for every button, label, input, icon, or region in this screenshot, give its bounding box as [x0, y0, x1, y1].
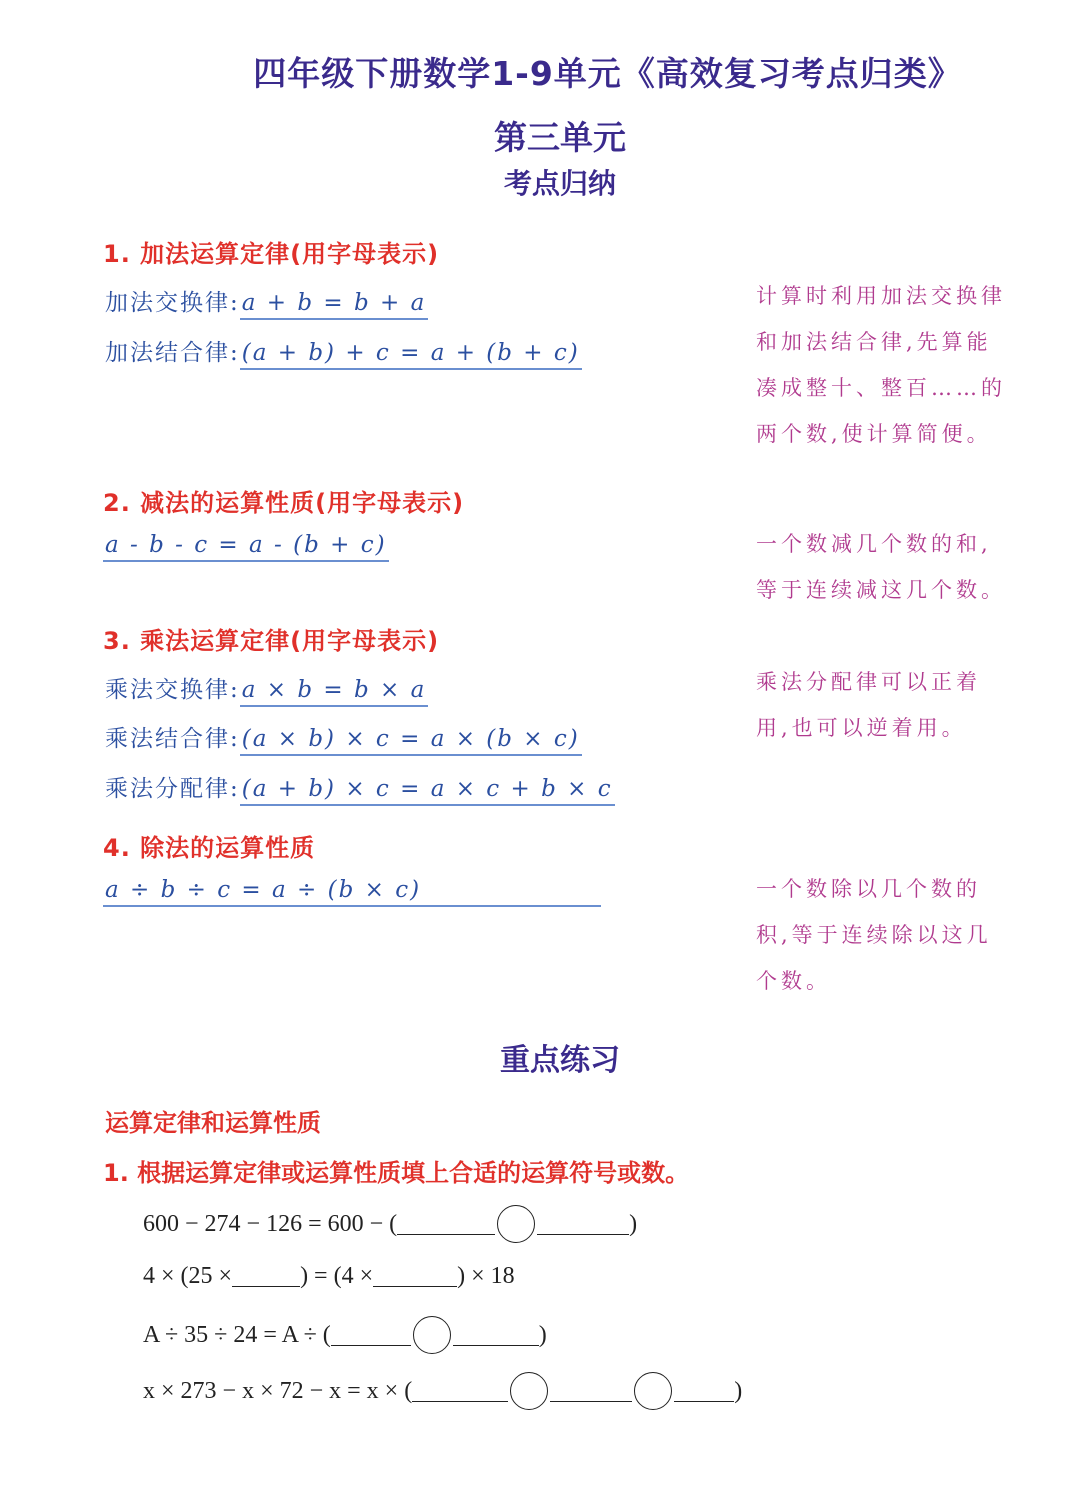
law-formula: (a + b) × c = a × c + b × c [240, 776, 615, 806]
exercise-text: x × 273 − x × 72 − x = x × ( [143, 1377, 413, 1404]
law-label: 乘法分配律: [105, 776, 240, 802]
exercise-text: ) = (4 × [300, 1263, 374, 1289]
operator-circle[interactable] [413, 1316, 451, 1354]
exercise-text: 600 − 274 − 126 = 600 − ( [143, 1210, 398, 1237]
exercise-row-3 [143, 1316, 547, 1354]
exercise-text: ) [538, 1321, 547, 1348]
answer-blank[interactable] [373, 1266, 457, 1287]
law-label: 乘法结合律: [105, 726, 240, 752]
note-line: 乘法分配律可以正着 [756, 670, 981, 694]
answer-blank[interactable] [412, 1381, 508, 1402]
operator-circle[interactable] [497, 1205, 535, 1243]
law-row [105, 720, 582, 756]
law-label: 加法结合律: [105, 340, 240, 366]
law-row [105, 334, 582, 370]
answer-blank[interactable] [453, 1325, 539, 1346]
section-subtitle: 考点归纳 [503, 167, 616, 200]
law-formula: a ÷ b ÷ c = a ÷ (b × c) [103, 877, 601, 907]
exercise-text: A ÷ 35 ÷ 24 = A ÷ ( [143, 1321, 331, 1348]
operator-circle[interactable] [510, 1372, 548, 1410]
exercise-text: ) × 18 [457, 1263, 515, 1289]
exercise-text: ) [629, 1210, 638, 1237]
exercise-row-4 [143, 1372, 742, 1410]
answer-blank[interactable] [397, 1214, 495, 1235]
exercise-row-1 [143, 1205, 637, 1243]
law-formula: (a + b) + c = a + (b + c) [240, 340, 582, 370]
practice-title: 重点练习 [500, 1043, 620, 1078]
page-title: 四年级下册数学1-9单元《高效复习考点归类》 [253, 54, 962, 93]
answer-blank[interactable] [232, 1266, 300, 1287]
exercise-text: ) [734, 1377, 743, 1404]
operator-circle[interactable] [634, 1372, 672, 1410]
answer-blank[interactable] [674, 1381, 734, 1402]
law-row [103, 532, 389, 562]
note-line: 一个数减几个数的和, [756, 532, 992, 556]
question-1: 1. 根据运算定律或运算性质填上合适的运算符号或数。 [103, 1159, 690, 1187]
note-line: 用,也可以逆着用。 [756, 716, 967, 740]
answer-blank[interactable] [537, 1214, 629, 1235]
note-line: 积,等于连续除以这几 [756, 923, 992, 947]
law-row [105, 770, 615, 806]
note-line: 凑成整十、整百……的 [756, 376, 1006, 400]
law-label: 乘法交换律: [105, 677, 240, 703]
note-line: 和加法结合律,先算能 [756, 330, 992, 354]
law-formula: a - b - c = a - (b + c) [103, 532, 389, 562]
law-formula: a × b = b × a [240, 677, 429, 707]
exercise-row-2 [143, 1263, 515, 1290]
answer-blank[interactable] [550, 1381, 632, 1402]
law-label: 加法交换律: [105, 290, 240, 316]
note-line: 等于连续减这几个数。 [756, 578, 1006, 602]
law-formula: (a × b) × c = a × (b × c) [240, 726, 582, 756]
law-row [105, 284, 428, 320]
section-heading-division: 4. 除法的运算性质 [103, 834, 316, 862]
note-line: 计算时利用加法交换律 [756, 284, 1006, 308]
note-line: 个数。 [756, 969, 831, 993]
section-heading-addition: 1. 加法运算定律(用字母表示) [103, 240, 440, 268]
practice-subheading: 运算定律和运算性质 [105, 1109, 321, 1137]
exercise-text: 4 × (25 × [143, 1263, 233, 1289]
section-heading-multiplication: 3. 乘法运算定律(用字母表示) [103, 627, 440, 655]
note-line: 一个数除以几个数的 [756, 877, 981, 901]
unit-title: 第三单元 [494, 118, 626, 157]
answer-blank[interactable] [331, 1325, 411, 1346]
law-row [105, 671, 428, 707]
law-row [103, 877, 601, 907]
law-formula: a + b = b + a [240, 290, 429, 320]
section-heading-subtraction: 2. 减法的运算性质(用字母表示) [103, 489, 465, 517]
note-line: 两个数,使计算简便。 [756, 422, 992, 446]
